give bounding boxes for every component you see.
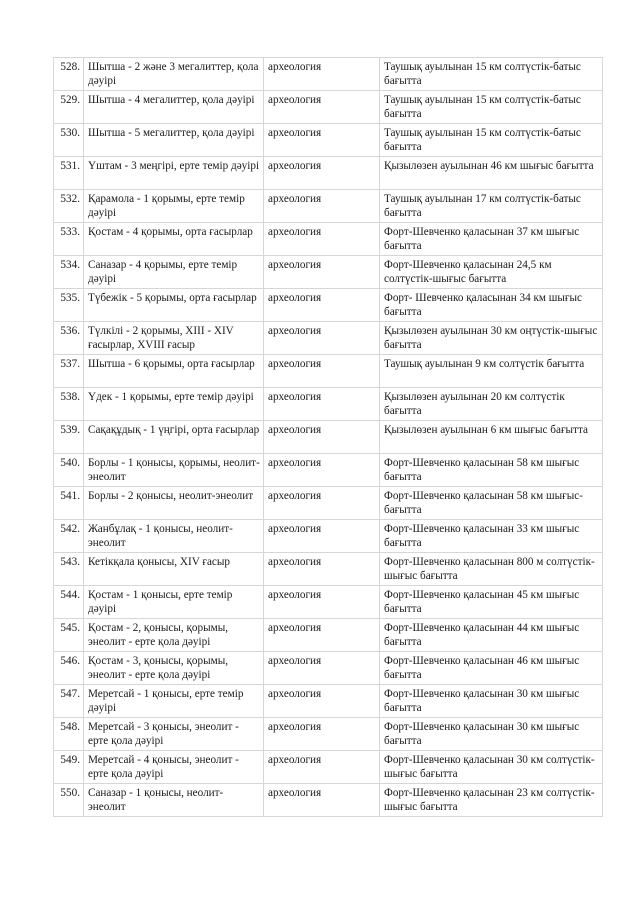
monument-name: Түлкілі - 2 қорымы, XIII - XIV ғасырлар, XVIII ғасыр <box>84 322 264 355</box>
table-row <box>54 520 603 553</box>
monument-name: Кетікқала қонысы, XIV ғасыр <box>84 553 264 586</box>
row-number: 545. <box>54 619 84 652</box>
row-number: 548. <box>54 718 84 751</box>
row-number: 532. <box>54 190 84 223</box>
monument-location: Форт-Шевченко қаласынан 30 км шығыс бағытта <box>380 685 603 718</box>
monument-type: археология <box>264 223 380 256</box>
row-number: 541. <box>54 487 84 520</box>
table-row <box>54 322 603 355</box>
monument-type: археология <box>264 487 380 520</box>
table-row <box>54 553 603 586</box>
monument-location: Таушық ауылынан 9 км солтүстік бағытта <box>380 355 603 388</box>
monument-name: Меретсай - 3 қонысы, энеолит - ерте қола дәуірі <box>84 718 264 751</box>
row-number: 539. <box>54 421 84 454</box>
row-number: 528. <box>54 58 84 91</box>
monument-type: археология <box>264 124 380 157</box>
table-row <box>54 124 603 157</box>
row-number: 544. <box>54 586 84 619</box>
table-row <box>54 355 603 388</box>
monument-location: Форт-Шевченко қаласынан 800 м солтүстік-шығыс бағытта <box>380 553 603 586</box>
monument-type: археология <box>264 553 380 586</box>
table-row <box>54 718 603 751</box>
table-row <box>54 190 603 223</box>
monument-location: Қызылөзен ауылынан 30 км оңтүстік-шығыс бағытта <box>380 322 603 355</box>
monument-name: Қостам - 3, қонысы, қорымы, энеолит - ерте қола дәуірі <box>84 652 264 685</box>
monument-type: археология <box>264 388 380 421</box>
row-number: 531. <box>54 157 84 190</box>
table-row <box>54 421 603 454</box>
monument-location: Таушық ауылынан 17 км солтүстік-батыс бағытта <box>380 190 603 223</box>
monument-name: Үштам - 3 меңгірі, ерте темір дәуірі <box>84 157 264 190</box>
monument-location: Форт-Шевченко қаласынан 46 км шығыс бағытта <box>380 652 603 685</box>
row-number: 550. <box>54 784 84 817</box>
monument-name: Шытша - 6 қорымы, орта ғасырлар <box>84 355 264 388</box>
monument-type: археология <box>264 652 380 685</box>
monument-name: Борлы - 2 қонысы, неолит-энеолит <box>84 487 264 520</box>
monument-name: Шытша - 5 мегалиттер, қола дәуірі <box>84 124 264 157</box>
monument-name: Қостам - 4 қорымы, орта ғасырлар <box>84 223 264 256</box>
monument-location: Қызылөзен ауылынан 46 км шығыс бағытта <box>380 157 603 190</box>
table-row <box>54 388 603 421</box>
monument-type: археология <box>264 619 380 652</box>
monument-location: Форт-Шевченко қаласынан 44 км шығыс бағытта <box>380 619 603 652</box>
monument-type: археология <box>264 58 380 91</box>
monument-type: археология <box>264 256 380 289</box>
monument-location: Форт-Шевченко қаласынан 23 км солтүстік-шығыс бағытта <box>380 784 603 817</box>
monument-type: археология <box>264 355 380 388</box>
monument-name: Қостам - 1 қонысы, ерте темір дәуірі <box>84 586 264 619</box>
monument-name: Қарамола - 1 қорымы, ерте темір дәуірі <box>84 190 264 223</box>
table-row <box>54 487 603 520</box>
table-body <box>54 58 603 817</box>
row-number: 547. <box>54 685 84 718</box>
row-number: 542. <box>54 520 84 553</box>
monument-name: Үдек - 1 қорымы, ерте темір дәуірі <box>84 388 264 421</box>
row-number: 534. <box>54 256 84 289</box>
monument-location: Форт-Шевченко қаласынан 58 км шығыс бағытта <box>380 454 603 487</box>
table-row <box>54 619 603 652</box>
monument-location: Форт-Шевченко қаласынан 37 км шығыс бағытта <box>380 223 603 256</box>
table-row <box>54 223 603 256</box>
monument-name: Қостам - 2, қонысы, қорымы, энеолит - ерте қола дәуірі <box>84 619 264 652</box>
monument-location: Форт-Шевченко қаласынан 24,5 км солтүстік-шығыс бағытта <box>380 256 603 289</box>
monument-location: Форт-Шевченко қаласынан 30 км шығыс бағытта <box>380 718 603 751</box>
table-row <box>54 289 603 322</box>
monument-location: Таушық ауылынан 15 км солтүстік-батыс бағытта <box>380 91 603 124</box>
monument-name: Борлы - 1 қонысы, қорымы, неолит-энеолит <box>84 454 264 487</box>
monument-type: археология <box>264 289 380 322</box>
monument-location: Форт- Шевченко қаласынан 34 км шығыс бағытта <box>380 289 603 322</box>
table-row <box>54 256 603 289</box>
monument-name: Түбежік - 5 қорымы, орта ғасырлар <box>84 289 264 322</box>
row-number: 536. <box>54 322 84 355</box>
monument-name: Жанбұлақ - 1 қонысы, неолит-энеолит <box>84 520 264 553</box>
row-number: 538. <box>54 388 84 421</box>
monuments-table <box>53 57 603 817</box>
monument-type: археология <box>264 520 380 553</box>
table-row <box>54 586 603 619</box>
row-number: 529. <box>54 91 84 124</box>
monument-name: Саназар - 1 қонысы, неолит-энеолит <box>84 784 264 817</box>
table-row <box>54 751 603 784</box>
row-number: 533. <box>54 223 84 256</box>
monument-location: Қызылөзен ауылынан 6 км шығыс бағытта <box>380 421 603 454</box>
table-row <box>54 58 603 91</box>
monument-location: Форт-Шевченко қаласынан 45 км шығыс бағытта <box>380 586 603 619</box>
row-number: 540. <box>54 454 84 487</box>
table-row <box>54 454 603 487</box>
monument-name: Шытша - 2 және 3 мегалиттер, қола дәуірі <box>84 58 264 91</box>
monument-type: археология <box>264 454 380 487</box>
monument-type: археология <box>264 157 380 190</box>
row-number: 543. <box>54 553 84 586</box>
monument-location: Форт-Шевченко қаласынан 30 км солтүстік-шығыс бағытта <box>380 751 603 784</box>
table-row <box>54 685 603 718</box>
monument-type: археология <box>264 751 380 784</box>
monument-name: Саназар - 4 қорымы, ерте темір дәуірі <box>84 256 264 289</box>
table-row <box>54 784 603 817</box>
table-row <box>54 157 603 190</box>
monument-type: археология <box>264 190 380 223</box>
monument-location: Таушық ауылынан 15 км солтүстік-батыс бағытта <box>380 124 603 157</box>
row-number: 549. <box>54 751 84 784</box>
table-row <box>54 91 603 124</box>
monument-type: археология <box>264 91 380 124</box>
monument-name: Меретсай - 1 қонысы, ерте темір дәуірі <box>84 685 264 718</box>
monument-type: археология <box>264 784 380 817</box>
monument-name: Сақақұдық - 1 үңгірі, орта ғасырлар <box>84 421 264 454</box>
row-number: 530. <box>54 124 84 157</box>
row-number: 537. <box>54 355 84 388</box>
monument-type: археология <box>264 718 380 751</box>
row-number: 535. <box>54 289 84 322</box>
monument-name: Меретсай - 4 қонысы, энеолит - ерте қола дәуірі <box>84 751 264 784</box>
monument-type: археология <box>264 322 380 355</box>
monument-location: Форт-Шевченко қаласынан 58 км шығыс-бағытта <box>380 487 603 520</box>
monument-type: археология <box>264 685 380 718</box>
monument-name: Шытша - 4 мегалиттер, қола дәуірі <box>84 91 264 124</box>
row-number: 546. <box>54 652 84 685</box>
monument-type: археология <box>264 421 380 454</box>
monument-location: Форт-Шевченко қаласынан 33 км шығыс бағытта <box>380 520 603 553</box>
monument-location: Қызылөзен ауылынан 20 км солтүстік бағытта <box>380 388 603 421</box>
monument-type: археология <box>264 586 380 619</box>
monument-location: Таушық ауылынан 15 км солтүстік-батыс бағытта <box>380 58 603 91</box>
table-row <box>54 652 603 685</box>
